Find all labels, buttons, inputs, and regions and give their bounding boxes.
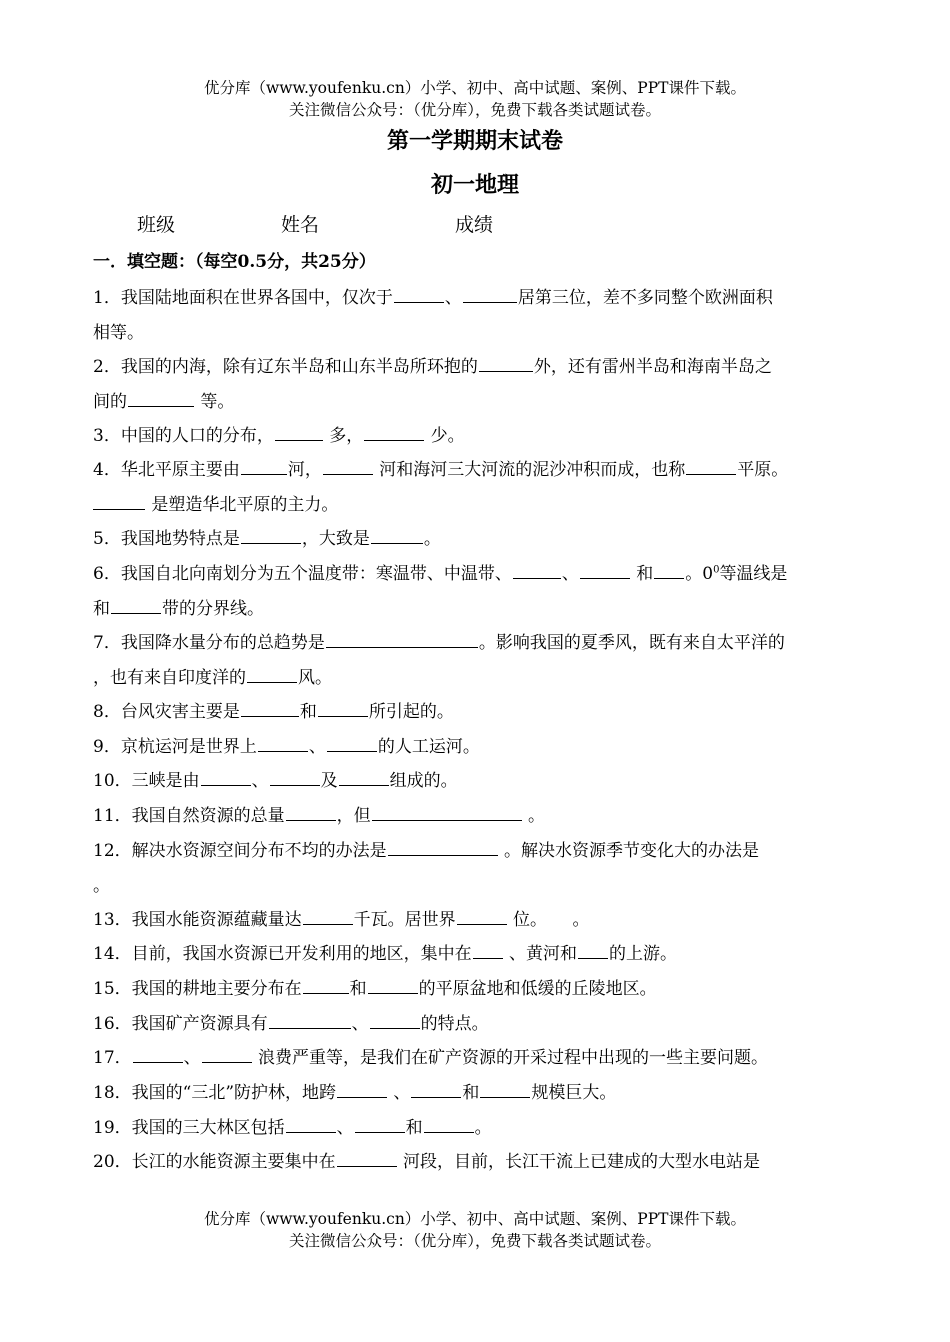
question-8 xyxy=(93,695,873,730)
question-6: 6．我国自北向南划分为五个温度带：寒温带、中温带、 、 和 。$0^0$等温线是 和 带的分界线。 xyxy=(93,557,873,626)
answer-blank[interactable] xyxy=(202,1045,252,1063)
question-19 xyxy=(93,1111,873,1146)
question-text: 和 xyxy=(630,564,654,584)
question-text: 5．我国地势特点是 xyxy=(93,529,240,549)
question-text: 、 xyxy=(336,1118,354,1138)
answer-blank[interactable] xyxy=(201,768,251,786)
question-text: 带的分界线。 xyxy=(162,598,264,619)
question-text: 16．我国矿产资源具有 xyxy=(93,1014,268,1034)
question-17 xyxy=(93,1041,873,1076)
question-text: 12．解决水资源空间分布不均的办法是 xyxy=(93,841,387,861)
score-label: 成绩 xyxy=(455,214,494,236)
answer-blank[interactable] xyxy=(411,1080,461,1098)
question-text: 15．我国的耕地主要分布在 xyxy=(93,979,302,999)
question-15 xyxy=(93,972,873,1007)
page-footer xyxy=(0,1208,950,1252)
question-12 xyxy=(93,834,873,903)
question-text: 河段，目前，长江干流上已建成的大型水电站是 xyxy=(397,1152,761,1172)
question-text: 河， xyxy=(287,460,322,480)
question-text: 、 xyxy=(251,771,269,791)
page-header xyxy=(0,77,950,121)
question-text: 3．中国的人口的分布， xyxy=(93,426,274,446)
answer-blank[interactable] xyxy=(327,734,377,752)
answer-blank[interactable] xyxy=(133,1045,183,1063)
question-5 xyxy=(93,522,873,557)
answer-blank[interactable] xyxy=(479,354,533,372)
question-text: 河和海河三大河流的泥沙冲积而成，也称 xyxy=(373,460,686,480)
question-text: 1．我国陆地面积在世界各国中，仅次于 xyxy=(93,288,393,308)
answer-blank[interactable] xyxy=(303,907,353,925)
question-text: 20．长江的水能资源主要集中在 xyxy=(93,1152,336,1172)
question-text: 、 xyxy=(444,288,462,308)
section-heading: 一．填空题：（每空0.5分，共25分） xyxy=(93,252,376,272)
answer-blank[interactable] xyxy=(241,457,287,475)
question-text: 外，还有雷州半岛和海南半岛之 xyxy=(533,357,772,377)
question-text: 8．台风灾害主要是 xyxy=(93,702,240,722)
question-text: 。 xyxy=(93,875,110,896)
question-text: 相等。 xyxy=(93,322,144,343)
question-text: 、 xyxy=(351,1014,369,1034)
question-text: 的特点。 xyxy=(420,1014,489,1034)
answer-blank[interactable] xyxy=(368,976,418,994)
question-1 xyxy=(93,281,873,350)
question-text: 的人工运河。 xyxy=(377,737,480,757)
header-line-2: 关注微信公众号：（优分库），免费下载各类试题试卷。 xyxy=(288,101,661,119)
answer-blank[interactable] xyxy=(270,768,320,786)
answer-blank[interactable] xyxy=(275,423,323,441)
question-10 xyxy=(93,764,873,799)
header-line-1: 优分库（www.youfenku.cn）小学、初中、高中试题、案例、PPT课件下载。 xyxy=(203,79,747,97)
answer-blank[interactable] xyxy=(247,665,297,683)
question-text: 平原。 xyxy=(737,460,789,480)
question-2 xyxy=(93,350,873,419)
answer-blank[interactable] xyxy=(513,561,561,579)
question-text: 17． xyxy=(93,1048,132,1068)
question-7 xyxy=(93,626,873,695)
answer-blank[interactable] xyxy=(394,285,444,303)
answer-blank[interactable] xyxy=(686,457,736,475)
question-text: 规模巨大。 xyxy=(531,1083,617,1103)
question-text: 7．我国降水量分布的总趋势是 xyxy=(93,633,325,653)
question-text: 千瓦。居世界 xyxy=(353,910,456,930)
question-text: 风。 xyxy=(298,667,332,688)
question-text: 、黄河和 xyxy=(503,944,578,964)
answer-blank[interactable] xyxy=(370,1011,420,1029)
student-info-fields xyxy=(137,211,493,239)
question-11 xyxy=(93,799,873,834)
question-text: 。 xyxy=(474,1118,492,1138)
question-9 xyxy=(93,730,873,765)
answer-blank[interactable] xyxy=(480,1080,530,1098)
question-3 xyxy=(93,419,873,454)
answer-blank[interactable] xyxy=(269,1011,351,1029)
question-text: ，也有来自印度洋的 xyxy=(93,667,246,688)
name-label: 姓名 xyxy=(281,214,320,236)
question-16 xyxy=(93,1007,873,1042)
question-20 xyxy=(93,1145,873,1180)
question-4 xyxy=(93,453,873,522)
exam-title: 第一学期期末试卷 xyxy=(386,128,563,154)
question-text: 。 xyxy=(423,529,441,549)
question-text: 10．三峡是由 xyxy=(93,771,200,791)
question-18 xyxy=(93,1076,873,1111)
question-text: 和 xyxy=(349,979,367,999)
answer-blank[interactable] xyxy=(258,734,308,752)
answer-blank[interactable] xyxy=(372,803,522,821)
question-text: 14．目前，我国水资源已开发利用的地区，集中在 xyxy=(93,944,472,964)
question-text: 18．我国的“三北”防护林，地跨 xyxy=(93,1083,337,1103)
footer-line-1: 优分库（www.youfenku.cn）小学、初中、高中试题、案例、PPT课件下载。 xyxy=(203,1210,747,1228)
question-text: 、 xyxy=(561,564,579,584)
question-text: 。 xyxy=(522,806,546,826)
question-text: 组成的。 xyxy=(389,771,458,791)
answer-blank[interactable] xyxy=(286,1115,336,1133)
question-text: 的平原盆地和低缓的丘陵地区。 xyxy=(418,979,657,999)
answer-blank[interactable] xyxy=(241,526,301,544)
question-text: 、 xyxy=(183,1048,201,1068)
answer-blank[interactable] xyxy=(286,803,336,821)
question-text: 浪费严重等，是我们在矿产资源的开采过程中出现的一些主要问题。 xyxy=(252,1048,769,1068)
answer-blank[interactable] xyxy=(371,526,423,544)
answer-blank[interactable] xyxy=(323,457,373,475)
question-text: 位。 。 xyxy=(507,910,590,930)
answer-blank[interactable] xyxy=(337,1080,387,1098)
question-text: 是塑造华北平原的主力。 xyxy=(146,494,339,515)
answer-blank[interactable] xyxy=(473,941,503,959)
question-text: ，但 xyxy=(336,806,371,826)
question-text: 19．我国的三大林区包括 xyxy=(93,1118,285,1138)
question-text: 所引起的。 xyxy=(368,702,454,722)
question-text: 间的 xyxy=(93,391,127,412)
question-text: 、 xyxy=(388,1083,411,1103)
question-text: 11．我国自然资源的总量 xyxy=(93,806,285,826)
question-text: 。影响我国的夏季风，既有来自太平洋的 xyxy=(478,633,785,653)
question-text: 。解决水资源季节变化大的办法是 xyxy=(498,841,760,861)
answer-blank[interactable] xyxy=(339,768,389,786)
answer-blank[interactable] xyxy=(303,976,349,994)
question-text: 居第三位，差不多同整个欧洲面积 xyxy=(517,288,773,308)
question-text: 和 xyxy=(299,702,317,722)
question-text: 6．我国自北向南划分为五个温度带：寒温带、中温带、 xyxy=(93,564,512,584)
answer-blank[interactable] xyxy=(457,907,507,925)
question-text: 多， xyxy=(323,426,364,446)
question-text: 13．我国水能资源蕴藏量达 xyxy=(93,910,302,930)
question-text: ，大致是 xyxy=(301,529,370,549)
answer-blank[interactable] xyxy=(463,285,517,303)
question-text: 2．我国的内海，除有辽东半岛和山东半岛所环抱的 xyxy=(93,357,478,377)
answer-blank[interactable] xyxy=(318,699,368,717)
question-text: 9．京杭运河是世界上 xyxy=(93,737,257,757)
answer-blank[interactable] xyxy=(326,630,478,648)
superscript: 0 xyxy=(713,564,720,576)
answer-blank[interactable] xyxy=(580,561,630,579)
question-text: 、 xyxy=(308,737,326,757)
answer-blank[interactable] xyxy=(388,838,498,856)
answer-blank[interactable] xyxy=(93,492,145,510)
question-text: 少。 xyxy=(425,426,465,446)
answer-blank[interactable] xyxy=(364,423,424,441)
answer-blank[interactable] xyxy=(337,1149,397,1167)
answer-blank[interactable] xyxy=(578,941,608,959)
answer-blank[interactable] xyxy=(111,596,161,614)
question-14 xyxy=(93,937,873,972)
question-text: 等温线是 xyxy=(719,564,788,584)
question-text: 和 xyxy=(405,1118,423,1138)
question-text: 和 xyxy=(462,1083,480,1103)
question-text: 等。 xyxy=(195,391,235,412)
question-13 xyxy=(93,903,873,938)
answer-blank[interactable] xyxy=(355,1115,405,1133)
footer-line-2: 关注微信公众号：（优分库），免费下载各类试题试卷。 xyxy=(288,1232,661,1250)
answer-blank[interactable] xyxy=(424,1115,474,1133)
answer-blank[interactable] xyxy=(654,561,684,579)
question-text: 及 xyxy=(320,771,338,791)
question-text: 的上游。 xyxy=(609,944,678,964)
question-text: 4．华北平原主要由 xyxy=(93,460,240,480)
answer-blank[interactable] xyxy=(128,389,194,407)
exam-subtitle: 初一地理 xyxy=(430,172,519,198)
class-label: 班级 xyxy=(137,214,176,236)
question-text: 和 xyxy=(93,598,110,619)
answer-blank[interactable] xyxy=(241,699,299,717)
